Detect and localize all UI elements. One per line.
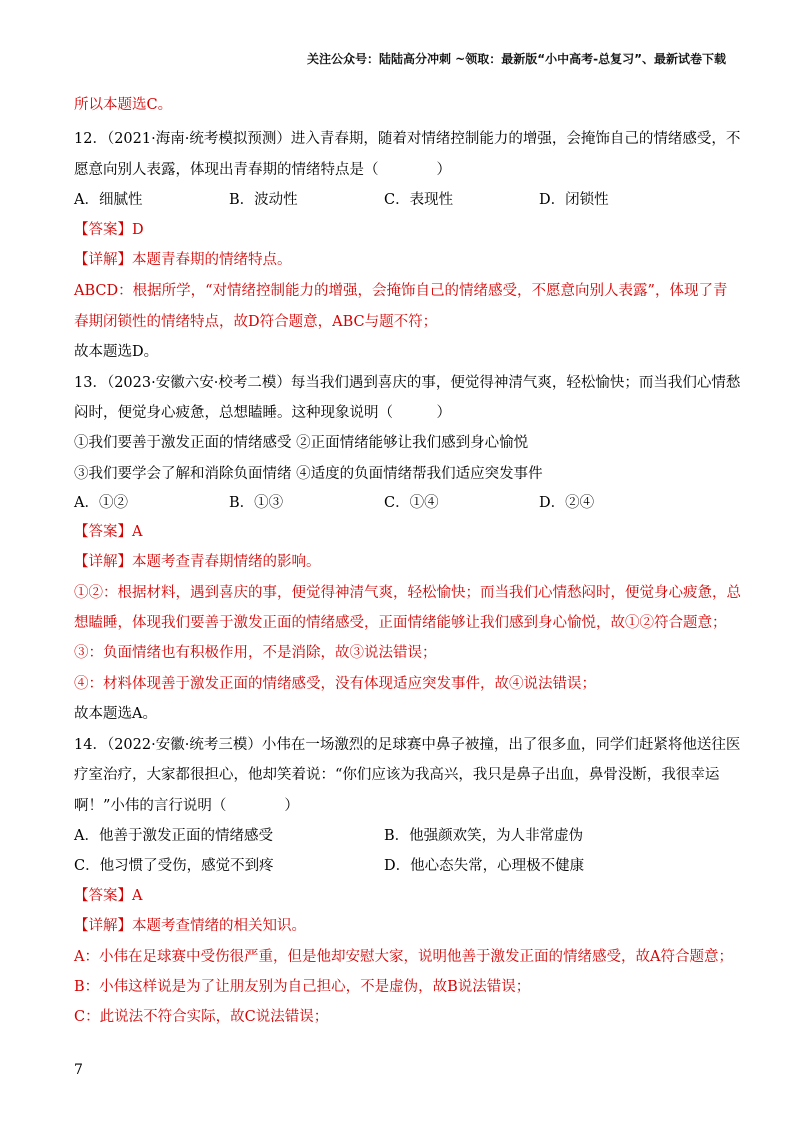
q13-option-c: C．①④ [384, 495, 439, 511]
q14-option-a: A．他善于激发正面的情绪感受 [74, 828, 273, 844]
q13-answer [74, 522, 142, 542]
q13-option-b: B．①③ [229, 495, 284, 511]
q14-option-c: C．他习惯了受伤，感觉不到疼 [74, 858, 274, 874]
answer-value: D [132, 222, 144, 238]
q14-answer [74, 886, 142, 906]
q12-option-a: A．细腻性 [74, 192, 143, 208]
answer-value: A [132, 888, 143, 904]
q13-stem-line1: 13．（2023·安徽六安·校考二模）每当我们遇到喜庆的事，便觉得神清气爽，轻松愉快；而当我们心情愁 [74, 375, 741, 391]
q13-conclusion: 故本题选A。 [74, 706, 157, 722]
q14-analysis-line2: B：小伟这样说是为了让朋友别为自己担心，不是虚伪，故B说法错误； [74, 979, 531, 995]
q13-analysis-line1: ①②：根据材料，遇到喜庆的事，便觉得神清气爽，轻松愉快；而当我们心情愁闷时，便觉身心疲惫，总 [74, 585, 741, 601]
q12-stem-line2: 愿意向别人表露，体现出青春期的情绪特点是（ ） [74, 162, 451, 178]
q14-option-d: D．他心态失常，心理极不健康 [384, 858, 585, 874]
previous-conclusion: 所以本题选C。 [74, 97, 173, 113]
q14-stem-line3: 啊！”小伟的言行说明（ ） [74, 798, 299, 814]
q14-analysis-line1: A：小伟在足球赛中受伤很严重，但是他却安慰大家，说明他善于激发正面的情绪感受，故A符合题意； [74, 949, 733, 965]
q13-option-a: A．①② [74, 495, 128, 511]
q13-option-d: D．②④ [539, 495, 595, 511]
page-number: 7 [74, 1062, 83, 1078]
q13-statements-line1: ①我们要善于激发正面的情绪感受 ②正面情绪能够让我们感到身心愉悦 [74, 435, 529, 451]
q12-detail [74, 250, 292, 270]
q14-option-b: B．他强颜欢笑，为人非常虚伪 [384, 828, 584, 844]
detail-intro: 本题考查情绪的相关知识。 [132, 918, 306, 934]
detail-tag: 【详解】 [74, 918, 132, 934]
q12-option-c: C．表现性 [384, 192, 454, 208]
q14-analysis-line3: C：此说法不符合实际，故C说法错误； [74, 1009, 329, 1025]
q13-stem-line2: 闷时，便觉身心疲惫，总想瞌睡。这种现象说明（ ） [74, 405, 451, 421]
q12-answer [74, 220, 144, 240]
q12-stem-line1: 12．（2021·海南·统考模拟预测）进入青春期，随着对情绪控制能力的增强，会掩饰自己的情绪感受，不 [74, 131, 741, 147]
detail-tag: 【详解】 [74, 554, 132, 570]
q12-analysis-line2: 春期闭锁性的情绪特点，故D符合题意，ABC与题不符； [74, 314, 438, 330]
answer-tag: 【答案】 [74, 888, 132, 904]
q13-analysis-line4: ④：材料体现善于激发正面的情绪感受，没有体现适应突发事件，故④说法错误； [74, 676, 596, 692]
q14-stem-line2: 疗室治疗，大家都很担心，他却笑着说：“你们应该为我高兴，我只是鼻子出血，鼻骨没断，我很幸运 [74, 767, 720, 783]
answer-tag: 【答案】 [74, 222, 132, 238]
detail-intro: 本题考查青春期情绪的影响。 [132, 554, 321, 570]
q13-analysis-line2: 想瞌睡，体现我们要善于激发正面的情绪感受，正面情绪能够让我们感到身心愉悦，故①②符合题意； [74, 615, 727, 631]
q14-stem-line1: 14．（2022·安徽·统考三模）小伟在一场激烈的足球赛中鼻子被撞，出了很多血，同学们赶紧将他送往医 [74, 737, 741, 753]
q12-conclusion: 故本题选D。 [74, 344, 159, 360]
q13-detail [74, 552, 321, 572]
page-header: 关注公众号：陆陆高分冲刺 ~领取：最新版“小中高考-总复习”、最新试卷下载 [307, 52, 726, 66]
q12-option-d: D．闭锁性 [539, 192, 609, 208]
detail-intro: 本题青春期的情绪特点。 [132, 252, 292, 268]
detail-tag: 【详解】 [74, 252, 132, 268]
q13-analysis-line3: ③：负面情绪也有积极作用，不是消除，故③说法错误； [74, 645, 437, 661]
q12-analysis-line1: ABCD：根据所学，“对情绪控制能力的增强，会掩饰自己的情绪感受，不愿意向别人表露”，体现了青 [74, 283, 728, 299]
q12-option-b: B．波动性 [229, 192, 298, 208]
answer-value: A [132, 524, 143, 540]
q14-detail [74, 916, 306, 936]
q13-statements-line2: ③我们要学会了解和消除负面情绪 ④适度的负面情绪帮我们适应突发事件 [74, 466, 543, 482]
answer-tag: 【答案】 [74, 524, 132, 540]
